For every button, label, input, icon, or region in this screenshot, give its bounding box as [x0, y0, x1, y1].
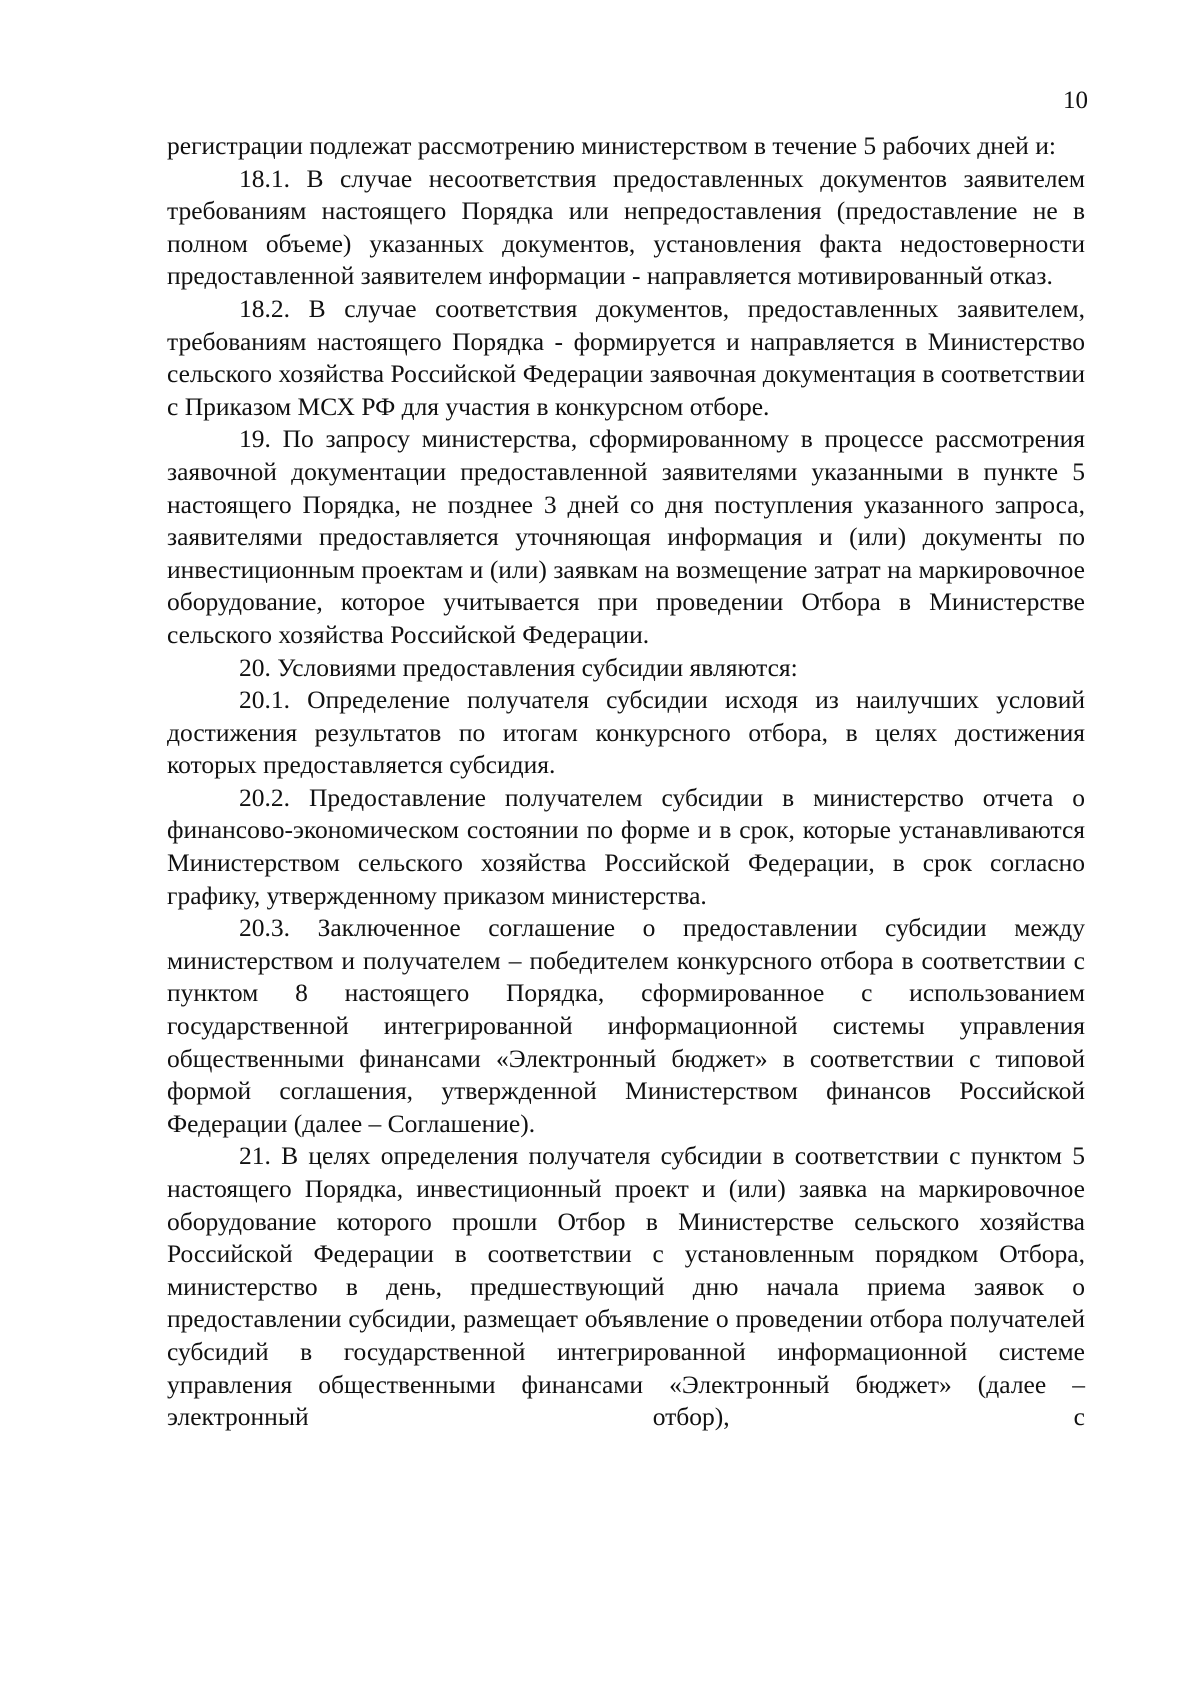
paragraph-18-2: 18.2. В случае соответствия документов, предоставленных заявителем, требованиям настоящего Порядка - формируется и направляется в Министерство сельского хозяйства Российской Федерации заявочная документация в соответствии с Приказом МСХ РФ для участия в конкурсном отборе.: [167, 293, 1085, 421]
paragraph-20-3: 20.3. Заключенное соглашение о предоставлении субсидии между министерством и получателем – победителем конкурсного отбора в соответствии с пунктом 8 настоящего Порядка, сформированное с использованием государственной интегрированной информационной системы управления общественными финансами «Электронный бюджет» в соответствии с типовой формой соглашения, утвержденной Министерством финансов Российской Федерации (далее – Соглашение).: [167, 913, 1085, 1138]
paragraph-19: 19. По запросу министерства, сформированному в процессе рассмотрения заявочной документации предоставленной заявителями указанными в пункте 5 настоящего Порядка, не позднее 3 дней со дня поступления указанного запроса, заявителями предоставляется уточняющая информация и (или) документы по инвестиционным проектам и (или) заявкам на возмещение затрат на маркировочное оборудование, которое учитывается при проведении Отбора в Министерстве сельского хозяйства Российской Федерации.: [167, 424, 1085, 649]
paragraph-20-2: 20.2. Предоставление получателем субсидии в министерство отчета о финансово-экономическом состоянии по форме и в срок, которые устанавливаются Министерством сельского хозяйства Российской Федерации, в срок согласно графику, утвержденному приказом министерства.: [167, 782, 1085, 910]
paragraph-21: 21. В целях определения получателя субсидии в соответствии с пунктом 5 настоящего Порядка, инвестиционный проект и (или) заявка на маркировочное оборудование которого прошли Отбор в Министерстве сельского хозяйства Российской Федерации в соответствии с установленным порядком Отбора, министерство в день, предшествующий дню начала приема заявок о предоставлении субсидии, размещает объявление о проведении отбора получателей субсидий в государственной интегрированной информационной системе управления общественными финансами «Электронный бюджет» (далее – электронный отбор), с: [167, 1141, 1085, 1432]
paragraph-continuation: регистрации подлежат рассмотрению министерством в течение 5 рабочих дней и:: [167, 131, 1056, 160]
paragraph-20-1: 20.1. Определение получателя субсидии исходя из наилучших условий достижения результатов по итогам конкурсного отбора, в целях достижения которых предоставляется субсидия.: [167, 685, 1085, 780]
paragraph-18-1: 18.1. В случае несоответствия предоставленных документов заявителем требованиям настоящего Порядка или непредоставления (предоставление не в полном объеме) указанных документов, установления факта недостоверности предоставленной заявителем информации - направляется мотивированный отказ.: [167, 163, 1085, 291]
page-number: 10: [1063, 87, 1088, 114]
document-body: [167, 130, 1085, 1434]
paragraph-20: 20. Условиями предоставления субсидии являются:: [239, 652, 798, 682]
